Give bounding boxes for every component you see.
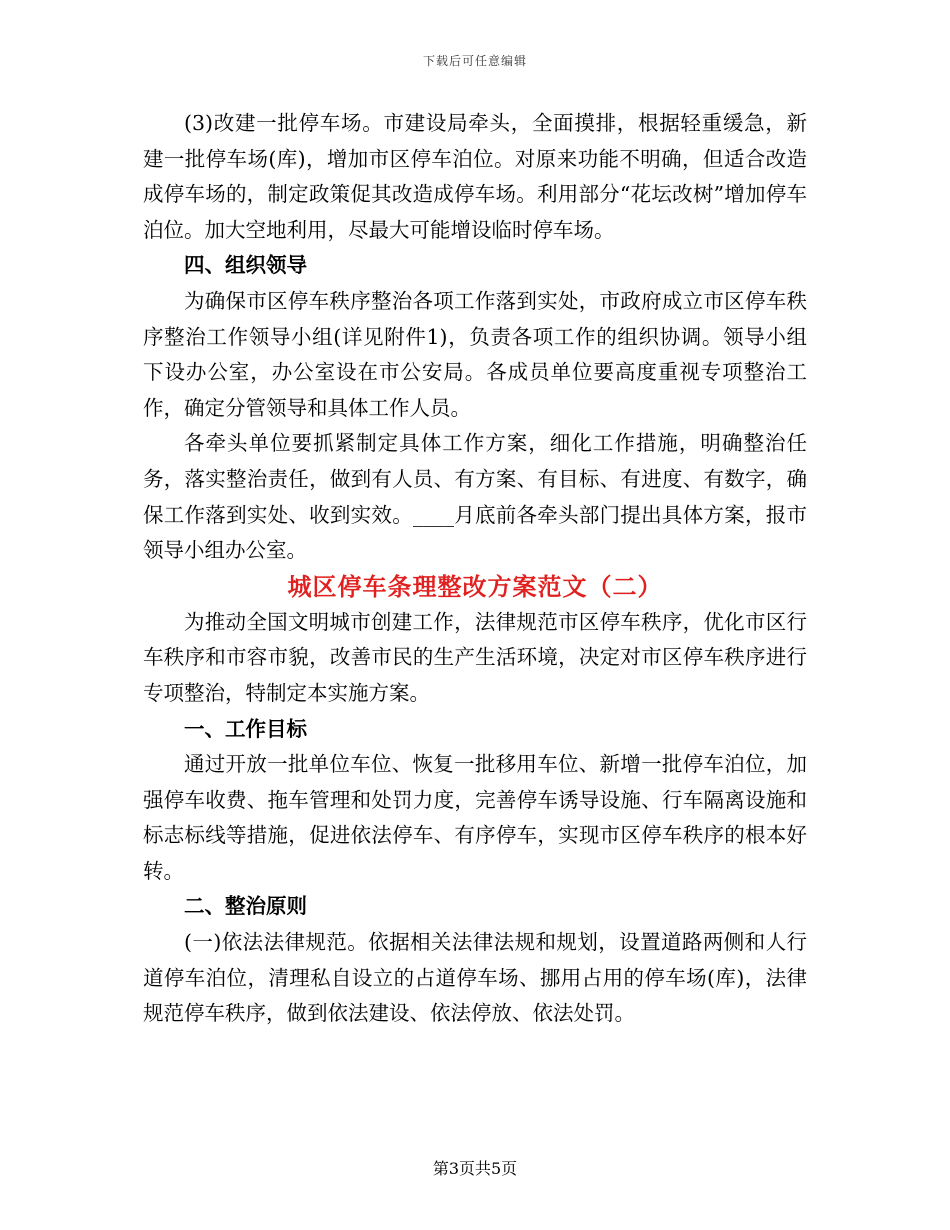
- page-header: 下载后可任意编辑: [422, 54, 527, 68]
- paragraph-rebuild-parking: (3)改建一批停车场。市建设局牵头，全面摸排，根据轻重缓急，新建一批停车场(库)，增加市区停车泊位。对原来功能不明确，但适合改造成停车场的，制定政策促其改造成停车场。利用部分“花坛改树”增加停车泊位。加大空地利用，尽最大可能增设临时停车场。: [143, 111, 807, 242]
- section-heading-organization: 四、组织领导: [184, 253, 307, 278]
- document-title: 城区停车条理整改方案范文（二）: [287, 571, 663, 601]
- paragraph-leadership-group: 为确保市区停车秩序整治各项工作落到实处，市政府成立市区停车秩序整治工作领导小组(详见附件1)，负责各项工作的组织协调。领导小组下设办公室，办公室设在市公安局。各成员单位要高度重视专项整治工作，确定分管领导和具体工作人员。: [143, 288, 807, 420]
- paragraph-goals: 通过开放一批单位车位、恢复一批移用车位、新增一批停车泊位，加强停车收费、拖车管理和处罚力度，完善停车诱导设施、行车隔离设施和标志标线等措施，促进依法停车、有序停车，实现市区停车秩序的根本好转。: [143, 752, 807, 883]
- paragraph-principle-legal: (一)依法法律规范。依据相关法律法规和规划，设置道路两侧和人行道停车泊位，清理私自设立的占道停车场、挪用占用的停车场(库)，法律规范停车秩序，做到依法建设、依法停放、依法处罚。: [143, 930, 807, 1026]
- document-body: [143, 106, 807, 1032]
- section-heading-goals: 一、工作目标: [184, 716, 307, 741]
- page-number: 第3页共5页: [432, 1159, 518, 1178]
- paragraph-introduction: 为推动全国文明城市创建工作，法律规范市区停车秩序，优化市区行车秩序和市容市貌，改善市民的生产生活环境，决定对市区停车秩序进行专项整治，特制定本实施方案。: [143, 609, 807, 705]
- section-heading-principles: 二、整治原则: [184, 894, 307, 919]
- paragraph-lead-units: 各牵头单位要抓紧制定具体工作方案，细化工作措施，明确整治任务，落实整治责任，做到有人员、有方案、有目标、有进度、有数字，确保工作落到实处、收到实效。____月底前各牵头部门提出具体方案，报市领导小组办公室。: [143, 431, 807, 563]
